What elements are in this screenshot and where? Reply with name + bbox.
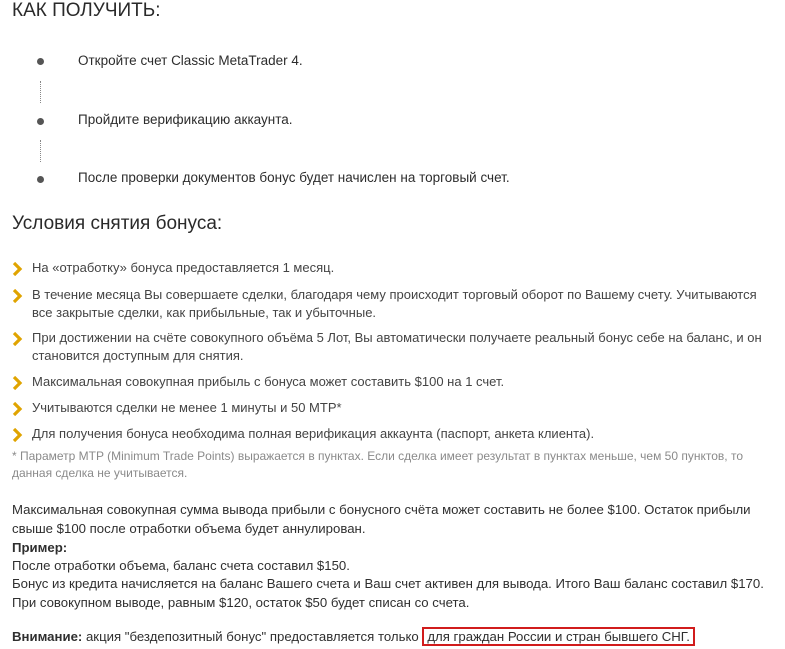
condition-item: При достижении на счёте совокупного объёма 5 Лот, Вы автоматически получаете реальный бонус себе на баланс, и он становится доступным для снятия.: [32, 330, 762, 363]
bullet-dot-icon: [37, 58, 44, 65]
condition-item: В течение месяца Вы совершаете сделки, благодаря чему происходит торговый оборот по Вашему счету. Учитываются все закрытые сделки, как прибыльные, так и убыточные.: [32, 287, 757, 320]
bullet-dot-icon: [37, 118, 44, 125]
example-label: Пример:: [12, 540, 68, 555]
chevron-right-icon: [12, 289, 24, 303]
max-withdrawal-text: Максимальная совокупная сумма вывода прибыли с бонусного счёта может составить не более $100. Остаток прибыли свыше $100 после отработки объема будет аннулирован.: [12, 502, 751, 536]
step-item: После проверки документов бонус будет начислен на торговый счет.: [78, 170, 510, 185]
condition-item: Учитываются сделки не менее 1 минуты и 50 MTP*: [32, 400, 342, 415]
chevron-right-icon: [12, 262, 24, 276]
warning-label: Внимание:: [12, 629, 83, 644]
step-item: Пройдите верификацию аккаунта.: [78, 112, 293, 127]
chevron-right-icon: [12, 402, 24, 416]
condition-item: На «отработку» бонуса предоставляется 1 месяц.: [32, 260, 335, 275]
bullet-dot-icon: [37, 176, 44, 183]
warning-text: акция "бездепозитный бонус" предоставляется только: [82, 629, 423, 644]
example-line: Бонус из кредита начисляется на баланс Вашего счета и Ваш счет активен для вывода. Итого Ваш баланс составил $170.: [12, 576, 764, 591]
example-line: При совокупном выводе, равным $120, остаток $50 будет списан со счета.: [12, 595, 470, 610]
chevron-right-icon: [12, 376, 24, 390]
chevron-right-icon: [12, 332, 24, 346]
mtp-footnote: * Параметр MTP (Minimum Trade Points) выражается в пунктах. Если сделка имеет результат в пунктах меньше, чем 50 пунктов, то данная сделка не учитывается.: [12, 449, 743, 480]
warning-paragraph: [12, 627, 782, 646]
step-item: Откройте счет Classic MetaTrader 4.: [78, 53, 303, 68]
section-title-how-to-get: КАК ПОЛУЧИТЬ:: [12, 0, 161, 21]
step-connector: [40, 140, 41, 162]
condition-item: Максимальная совокупная прибыль с бонуса может составить $100 на 1 счет.: [32, 374, 505, 389]
step-connector: [40, 81, 41, 103]
example-line: После отработки объема, баланс счета составил $150.: [12, 558, 350, 573]
highlighted-eligibility: для граждан России и стран бывшего СНГ.: [422, 627, 695, 646]
condition-item: Для получения бонуса необходима полная верификация аккаунта (паспорт, анкета клиента).: [32, 426, 595, 441]
chevron-right-icon: [12, 428, 24, 442]
section-title-withdrawal-conditions: Условия снятия бонуса:: [12, 213, 223, 234]
